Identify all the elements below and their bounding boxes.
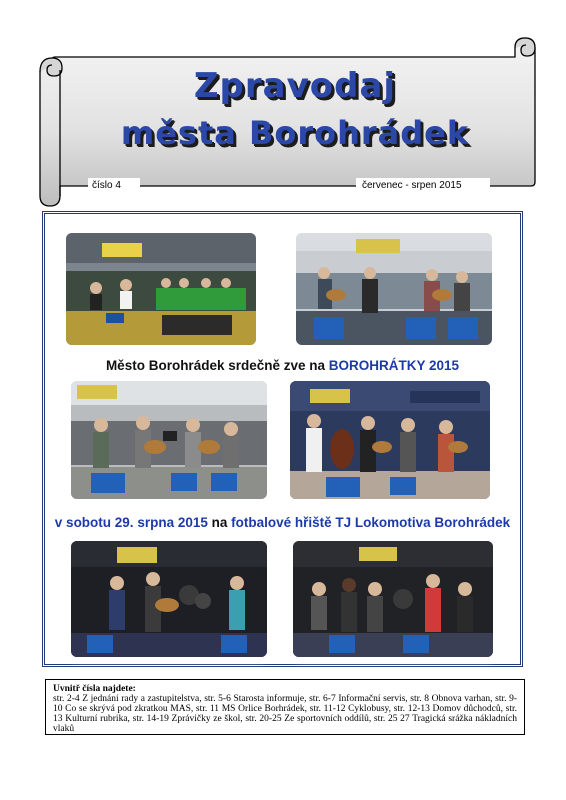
masthead-banner <box>0 0 566 210</box>
issue-number: číslo 4 <box>88 178 140 194</box>
photo-panel <box>42 211 523 667</box>
contents-heading: Uvnitř čísla najdete: <box>53 684 136 694</box>
invitation-line1-text: Město Borohrádek srdečně zve na <box>105 358 329 373</box>
event-name: BOROHRÁTKY 2015 <box>328 358 460 373</box>
photo-guitar-band <box>296 233 492 345</box>
event-date: v sobotu 29. srpna 2015 <box>54 515 208 530</box>
invitation-line2 <box>45 515 520 530</box>
masthead-title-line1: Zpravodaj <box>193 66 397 106</box>
issue-date: červenec - srpen 2015 <box>356 178 490 194</box>
invitation-line1 <box>45 358 520 373</box>
contents-box <box>45 679 525 735</box>
event-venue: fotbalové hřiště TJ Lokomotiva Borohrádek <box>231 515 511 530</box>
contents-list: str. 2-4 Z jednání rady a zastupitelstva, str. 5-6 Starosta informuje, str. 6-7 Informační servis, str. 8 Obnova varhan, str. 9-10 Co se skrývá pod zkratkou MAS, str. 11 MS Orlice Borhrádek, str. 11-12 Cyklobusy, str. 12-13 Domov důchodců, str. 13 Kulturní rubrika, str. 14-19 Zprávičky ze škol, str. 20-25 Ze sportovních oddílů, str. 25 27 Tragická srážka nákladních vlaků <box>53 694 517 734</box>
photo-children-band <box>66 233 256 345</box>
masthead-title-line2: města Borohrádek <box>120 114 470 152</box>
photo-dark-stage-right <box>293 541 493 657</box>
photo-guitarists-outdoor <box>71 381 267 499</box>
invitation-line2-text: na <box>207 515 232 530</box>
photo-double-bass-band <box>290 381 490 499</box>
photo-dark-stage-left <box>71 541 267 657</box>
